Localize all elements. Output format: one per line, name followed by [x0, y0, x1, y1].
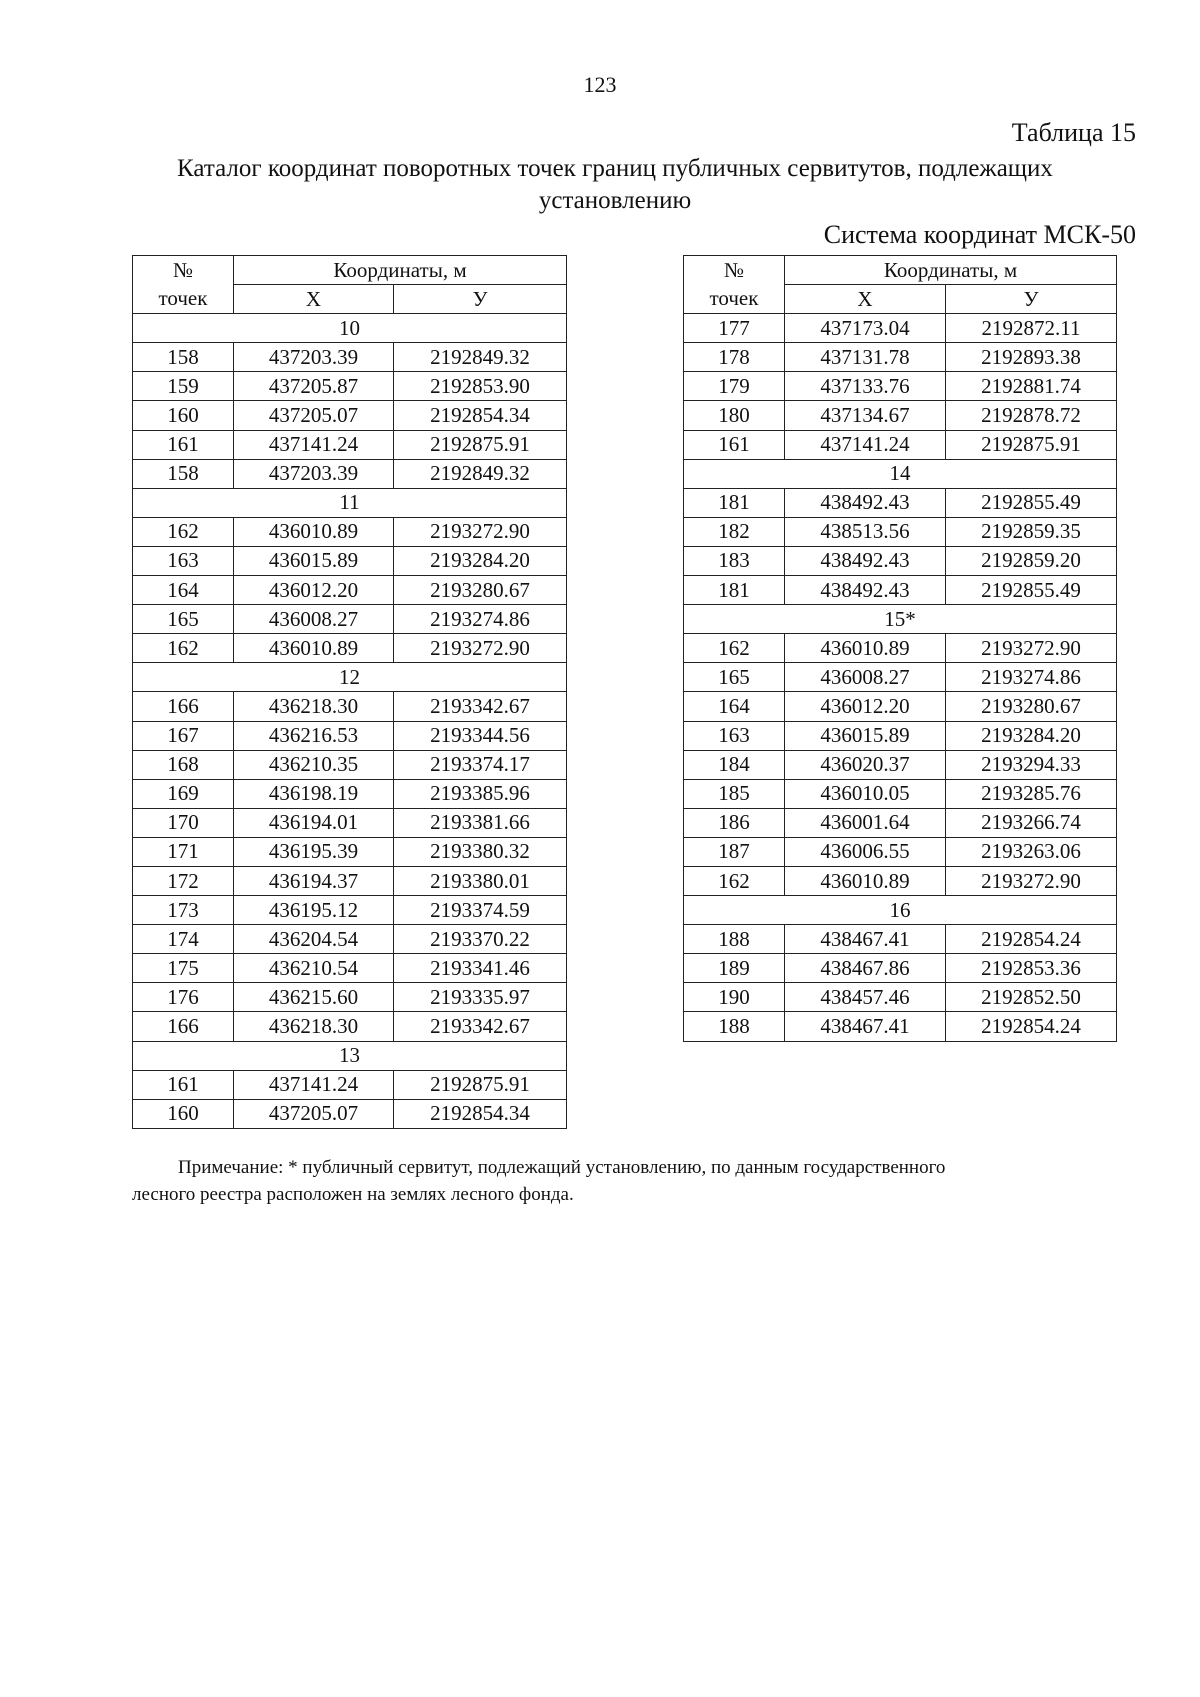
- table-row: [684, 750, 1117, 779]
- document-title: Каталог координат поворотных точек границ публичных сервитутов, подлежащих установлению: [177, 155, 1053, 214]
- coord-x: 438492.43: [785, 546, 946, 575]
- table-row: [684, 372, 1117, 401]
- coord-x: 438467.41: [785, 925, 946, 954]
- table-row: [133, 808, 567, 837]
- point-number: 188: [684, 925, 785, 954]
- coord-x: 437203.39: [234, 343, 394, 372]
- point-number: 177: [684, 314, 785, 343]
- coord-y: 2193266.74: [946, 808, 1117, 837]
- coord-x: 437141.24: [234, 430, 394, 459]
- coord-y: 2192854.34: [394, 401, 567, 430]
- group-row: [133, 488, 567, 517]
- page-number: 123: [583, 72, 617, 97]
- table-row: [684, 983, 1117, 1012]
- coord-x: 436010.89: [785, 634, 946, 663]
- table-row: [133, 546, 567, 575]
- header-number: №: [133, 256, 234, 285]
- point-number: 190: [684, 983, 785, 1012]
- coord-y: 2192872.11: [946, 314, 1117, 343]
- table-row: [684, 430, 1117, 459]
- point-number: 180: [684, 401, 785, 430]
- coord-y: 2192853.90: [394, 372, 567, 401]
- table-row: [133, 1070, 567, 1099]
- coord-y: 2193285.76: [946, 779, 1117, 808]
- coord-x: 436008.27: [234, 605, 394, 634]
- header-points: точек: [133, 285, 234, 314]
- coord-x: 437203.39: [234, 459, 394, 488]
- table-row: [133, 750, 567, 779]
- point-number: 160: [133, 401, 234, 430]
- point-number: 187: [684, 837, 785, 866]
- header-coordinates: Координаты, м: [785, 256, 1117, 285]
- coord-x: 437141.24: [785, 430, 946, 459]
- point-number: 171: [133, 837, 234, 866]
- coord-x: 437173.04: [785, 314, 946, 343]
- coord-y: 2193280.67: [394, 576, 567, 605]
- coord-y: 2192875.91: [394, 1070, 567, 1099]
- point-number: 167: [133, 721, 234, 750]
- coord-x: 436012.20: [785, 692, 946, 721]
- point-number: 161: [684, 430, 785, 459]
- point-number: 162: [133, 517, 234, 546]
- group-row: [684, 459, 1117, 488]
- coord-y: 2192875.91: [946, 430, 1117, 459]
- coord-y: 2193370.22: [394, 925, 567, 954]
- table-row: [684, 517, 1117, 546]
- point-number: 169: [133, 779, 234, 808]
- header-number: №: [684, 256, 785, 285]
- coord-x: 436020.37: [785, 750, 946, 779]
- table-row: [684, 779, 1117, 808]
- group-row: [133, 1041, 567, 1070]
- coord-x: 438492.43: [785, 576, 946, 605]
- coord-x: 437205.87: [234, 372, 394, 401]
- table-row: [133, 401, 567, 430]
- table-row: [684, 1012, 1117, 1041]
- table-row: [684, 954, 1117, 983]
- point-number: 174: [133, 925, 234, 954]
- group-label: 11: [133, 488, 567, 517]
- point-number: 163: [133, 546, 234, 575]
- coord-x: 437205.07: [234, 1099, 394, 1128]
- coord-y: 2192878.72: [946, 401, 1117, 430]
- point-number: 159: [133, 372, 234, 401]
- table-row: [133, 896, 567, 925]
- coord-x: 436001.64: [785, 808, 946, 837]
- coord-x: 436010.05: [785, 779, 946, 808]
- coord-y: 2193284.20: [394, 546, 567, 575]
- coord-x: 438457.46: [785, 983, 946, 1012]
- point-number: 165: [684, 663, 785, 692]
- table-row: [133, 372, 567, 401]
- group-row: [684, 896, 1117, 925]
- point-number: 176: [133, 983, 234, 1012]
- point-number: 168: [133, 750, 234, 779]
- coord-x: 436015.89: [234, 546, 394, 575]
- coord-x: 436006.55: [785, 837, 946, 866]
- coord-y: 2192849.32: [394, 459, 567, 488]
- coord-x: 436008.27: [785, 663, 946, 692]
- coord-y: 2192875.91: [394, 430, 567, 459]
- table-row: [684, 343, 1117, 372]
- coord-y: 2193374.59: [394, 896, 567, 925]
- coord-x: 436010.89: [234, 634, 394, 663]
- point-number: 160: [133, 1099, 234, 1128]
- coord-x: 436198.19: [234, 779, 394, 808]
- coord-x: 436010.89: [785, 866, 946, 895]
- coord-x: 437131.78: [785, 343, 946, 372]
- coord-y: 2193272.90: [394, 517, 567, 546]
- table-row: [684, 546, 1117, 575]
- coord-y: 2193341.46: [394, 954, 567, 983]
- table-row: [133, 1012, 567, 1041]
- coord-x: 436015.89: [785, 721, 946, 750]
- table-row: [133, 925, 567, 954]
- coord-y: 2193294.33: [946, 750, 1117, 779]
- table-row: [133, 343, 567, 372]
- coord-y: 2192881.74: [946, 372, 1117, 401]
- coord-x: 436204.54: [234, 925, 394, 954]
- coord-x: 436010.89: [234, 517, 394, 546]
- coord-x: 437134.67: [785, 401, 946, 430]
- coord-x: 437133.76: [785, 372, 946, 401]
- table-row: [684, 692, 1117, 721]
- footnote-line-2: лесного реестра расположен на землях лесного фонда.: [132, 1184, 574, 1205]
- coord-y: 2193272.90: [946, 866, 1117, 895]
- group-row: [684, 605, 1117, 634]
- point-number: 170: [133, 808, 234, 837]
- point-number: 166: [133, 1012, 234, 1041]
- group-row: [133, 663, 567, 692]
- point-number: 161: [133, 1070, 234, 1099]
- coord-x: 436210.54: [234, 954, 394, 983]
- coord-y: 2193272.90: [394, 634, 567, 663]
- coord-x: 437205.07: [234, 401, 394, 430]
- point-number: 165: [133, 605, 234, 634]
- header-points: точек: [684, 285, 785, 314]
- point-number: 186: [684, 808, 785, 837]
- coord-y: 2192854.24: [946, 925, 1117, 954]
- table-row: [684, 314, 1117, 343]
- coord-x: 436215.60: [234, 983, 394, 1012]
- point-number: 162: [133, 634, 234, 663]
- group-label: 12: [133, 663, 567, 692]
- coord-y: 2193335.97: [394, 983, 567, 1012]
- point-number: 175: [133, 954, 234, 983]
- header-y: У: [394, 285, 567, 314]
- table-row: [133, 605, 567, 634]
- point-number: 162: [684, 634, 785, 663]
- point-number: 162: [684, 866, 785, 895]
- coord-x: 438492.43: [785, 488, 946, 517]
- coord-y: 2193380.32: [394, 837, 567, 866]
- coord-x: 436194.01: [234, 808, 394, 837]
- group-row: [133, 314, 567, 343]
- table-row: [684, 663, 1117, 692]
- point-number: 182: [684, 517, 785, 546]
- table-row: [133, 779, 567, 808]
- group-label: 14: [684, 459, 1117, 488]
- point-number: 173: [133, 896, 234, 925]
- coord-y: 2192855.49: [946, 576, 1117, 605]
- table-row: [133, 721, 567, 750]
- coord-y: 2192854.34: [394, 1099, 567, 1128]
- table-row: [684, 721, 1117, 750]
- header-y: У: [946, 285, 1117, 314]
- coord-x: 438467.41: [785, 1012, 946, 1041]
- table-row: [133, 459, 567, 488]
- coord-y: 2193380.01: [394, 866, 567, 895]
- coord-x: 436210.35: [234, 750, 394, 779]
- coord-y: 2193263.06: [946, 837, 1117, 866]
- coord-y: 2193344.56: [394, 721, 567, 750]
- point-number: 161: [133, 430, 234, 459]
- coord-y: 2192852.50: [946, 983, 1117, 1012]
- coordinates-table-left: [132, 255, 567, 1129]
- table-row: [684, 634, 1117, 663]
- table-row: [133, 1099, 567, 1128]
- coord-y: 2193374.17: [394, 750, 567, 779]
- coord-x: 436218.30: [234, 692, 394, 721]
- coord-y: 2192859.20: [946, 546, 1117, 575]
- table-label: Таблица 15: [1011, 118, 1136, 147]
- coord-y: 2193280.67: [946, 692, 1117, 721]
- table-row: [133, 517, 567, 546]
- table-row: [133, 837, 567, 866]
- table-row: [133, 866, 567, 895]
- coord-y: 2193342.67: [394, 1012, 567, 1041]
- footnote-line-1: Примечание: * публичный сервитут, подлежащий установлению, по данным государственного: [178, 1157, 946, 1178]
- point-number: 185: [684, 779, 785, 808]
- point-number: 179: [684, 372, 785, 401]
- point-number: 158: [133, 343, 234, 372]
- table-row: [133, 954, 567, 983]
- point-number: 189: [684, 954, 785, 983]
- point-number: 164: [684, 692, 785, 721]
- coord-y: 2192859.35: [946, 517, 1117, 546]
- coord-x: 436194.37: [234, 866, 394, 895]
- table-row: [684, 925, 1117, 954]
- coord-x: 437141.24: [234, 1070, 394, 1099]
- group-label: 10: [133, 314, 567, 343]
- coord-x: 436012.20: [234, 576, 394, 605]
- group-label: 15*: [684, 605, 1117, 634]
- coord-x: 438467.86: [785, 954, 946, 983]
- coord-x: 436195.39: [234, 837, 394, 866]
- point-number: 183: [684, 546, 785, 575]
- table-row: [133, 430, 567, 459]
- table-row: [684, 576, 1117, 605]
- coordinates-table-right: [683, 255, 1117, 1042]
- table-row: [133, 983, 567, 1012]
- coord-x: 438513.56: [785, 517, 946, 546]
- coordinate-system-label: Система координат МСК-50: [823, 220, 1136, 249]
- coord-x: 436216.53: [234, 721, 394, 750]
- coord-y: 2192893.38: [946, 343, 1117, 372]
- point-number: 188: [684, 1012, 785, 1041]
- coord-y: 2192854.24: [946, 1012, 1117, 1041]
- table-row: [684, 837, 1117, 866]
- table-row: [133, 634, 567, 663]
- table-row: [684, 401, 1117, 430]
- coord-y: 2192855.49: [946, 488, 1117, 517]
- point-number: 181: [684, 576, 785, 605]
- coord-x: 436218.30: [234, 1012, 394, 1041]
- coord-y: 2192849.32: [394, 343, 567, 372]
- header-x: X: [785, 285, 946, 314]
- point-number: 158: [133, 459, 234, 488]
- coord-y: 2193381.66: [394, 808, 567, 837]
- point-number: 184: [684, 750, 785, 779]
- coord-y: 2193342.67: [394, 692, 567, 721]
- point-number: 181: [684, 488, 785, 517]
- table-row: [133, 692, 567, 721]
- coord-y: 2193272.90: [946, 634, 1117, 663]
- point-number: 172: [133, 866, 234, 895]
- table-row: [684, 488, 1117, 517]
- footnote: [132, 1154, 1122, 1208]
- coord-y: 2193274.86: [394, 605, 567, 634]
- point-number: 166: [133, 692, 234, 721]
- header-x: X: [234, 285, 394, 314]
- group-label: 16: [684, 896, 1117, 925]
- coord-y: 2193284.20: [946, 721, 1117, 750]
- group-label: 13: [133, 1041, 567, 1070]
- header-coordinates: Координаты, м: [234, 256, 567, 285]
- table-row: [133, 576, 567, 605]
- table-row: [684, 808, 1117, 837]
- point-number: 178: [684, 343, 785, 372]
- table-row: [684, 866, 1117, 895]
- coord-y: 2193385.96: [394, 779, 567, 808]
- coord-x: 436195.12: [234, 896, 394, 925]
- point-number: 164: [133, 576, 234, 605]
- coord-y: 2192853.36: [946, 954, 1117, 983]
- point-number: 163: [684, 721, 785, 750]
- coord-y: 2193274.86: [946, 663, 1117, 692]
